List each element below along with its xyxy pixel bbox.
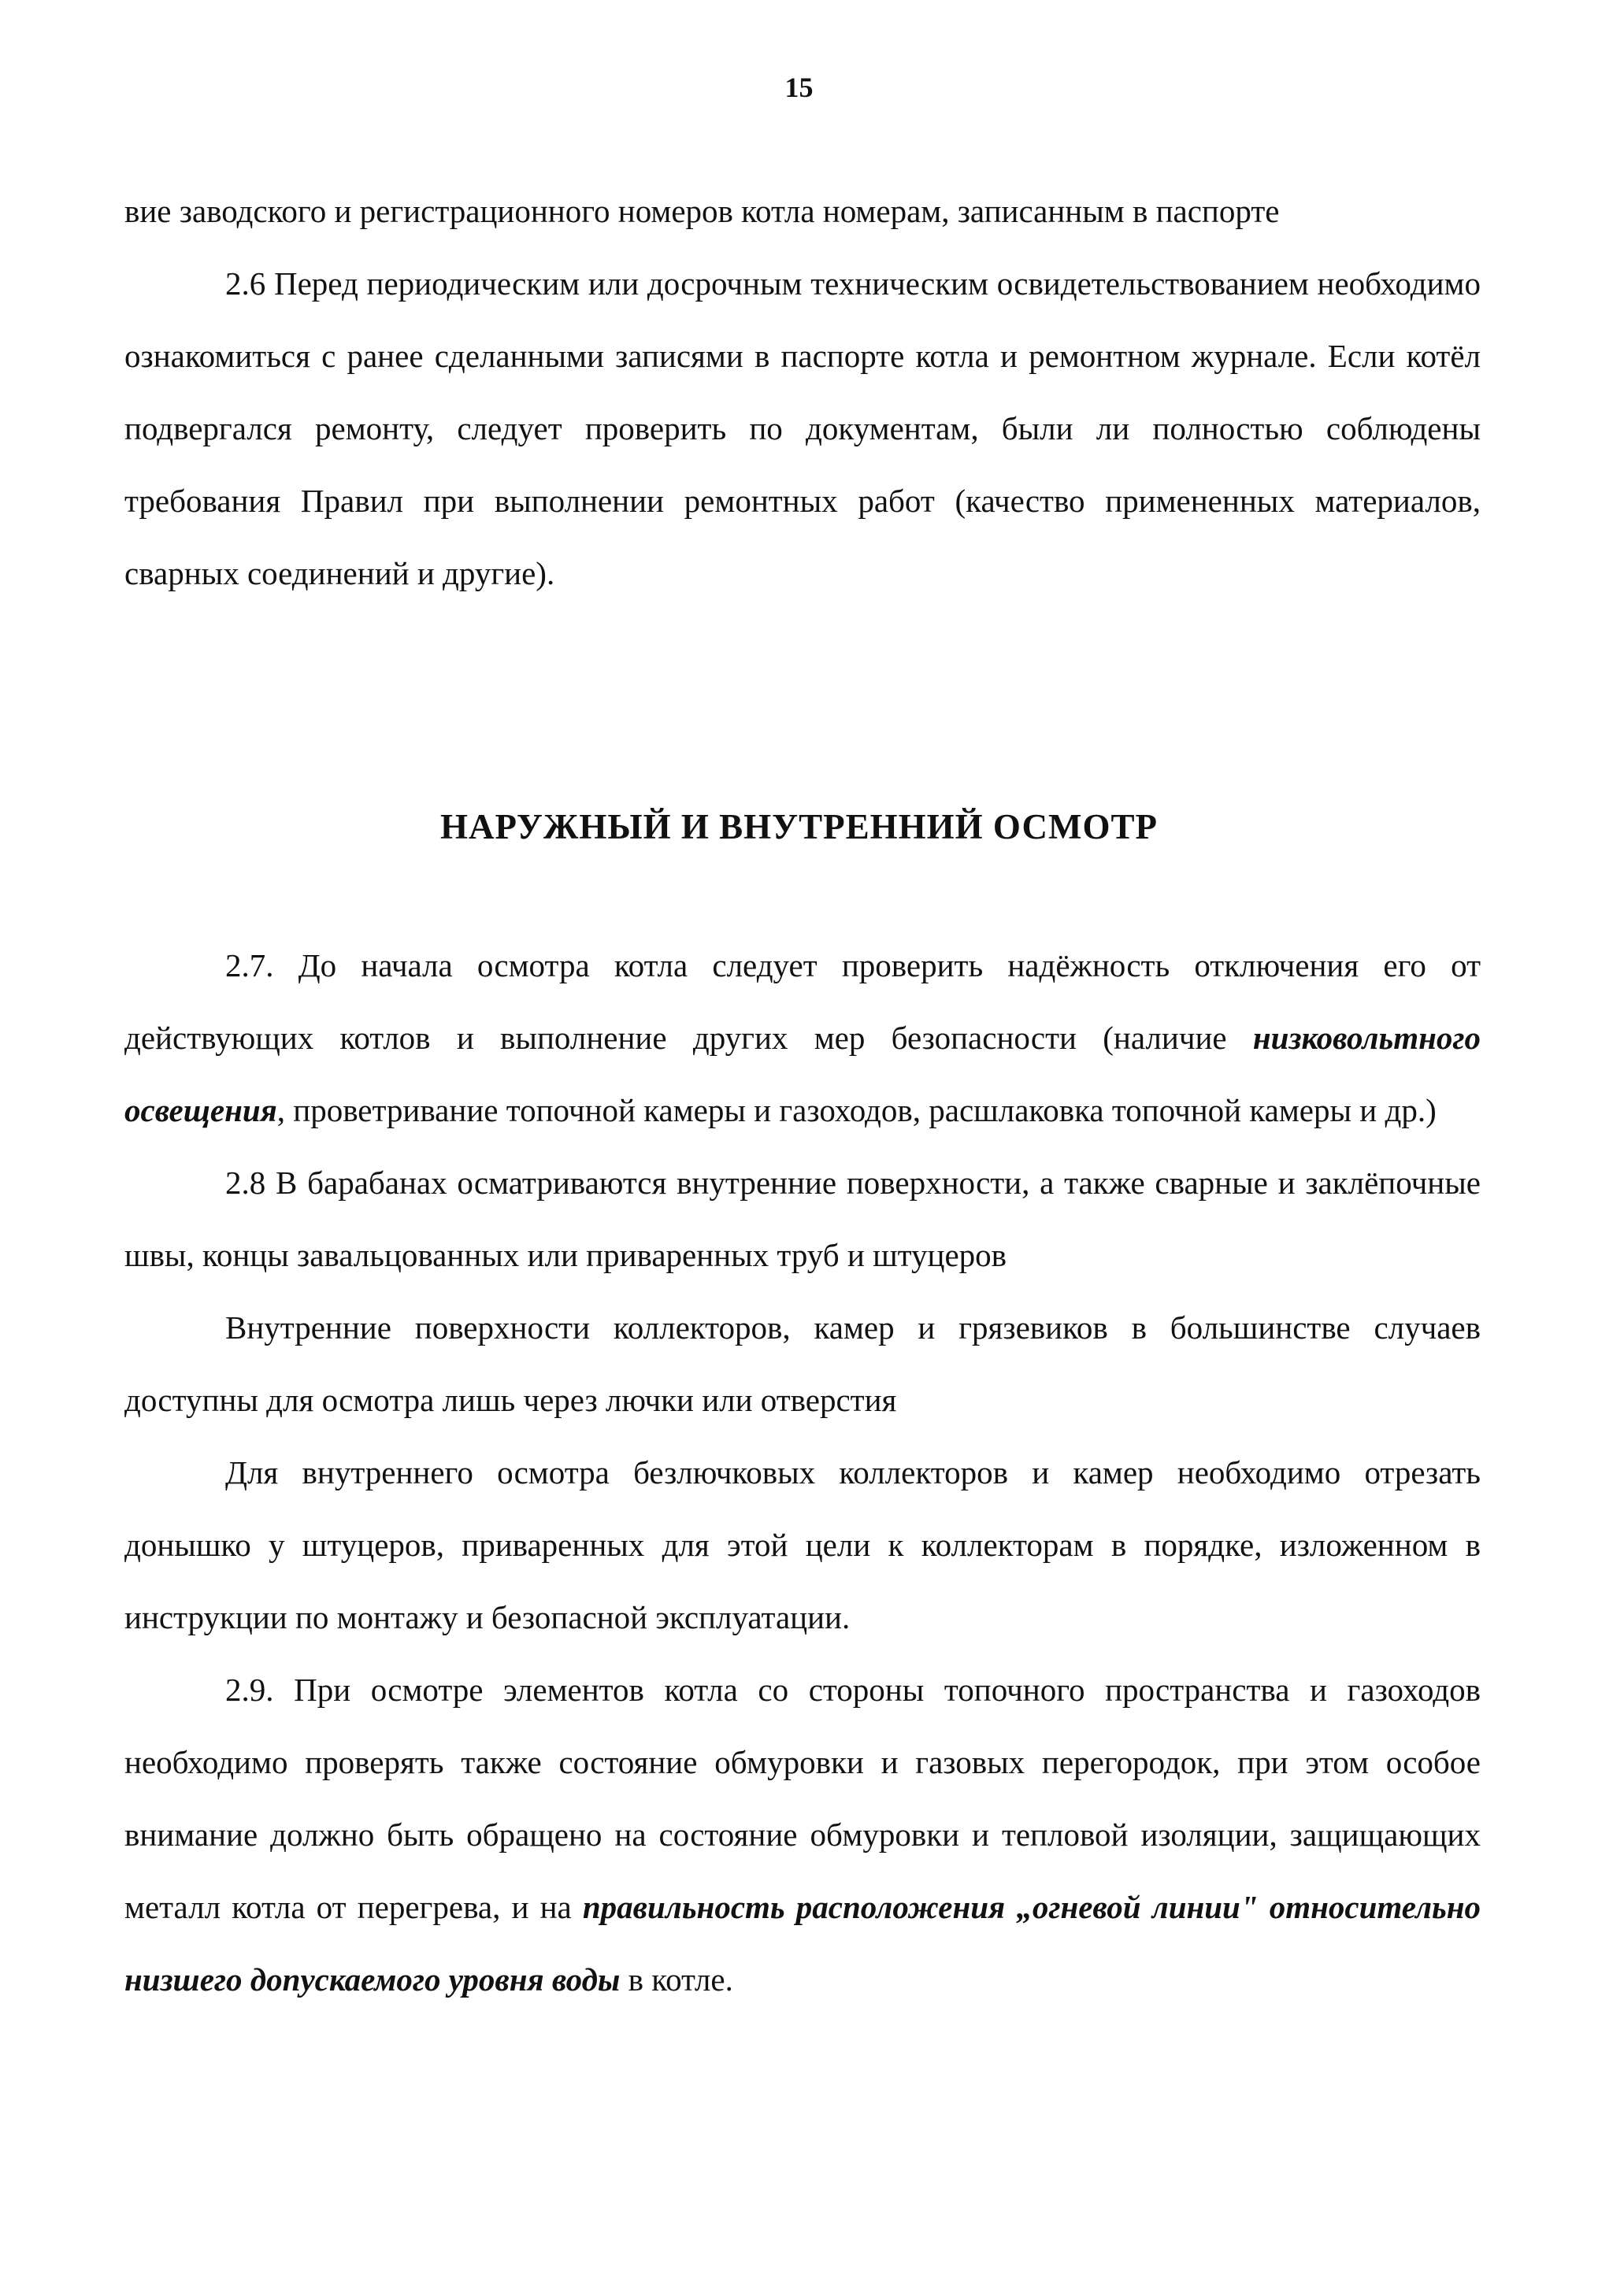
paragraph-2-9-text-start: 2.9. При осмотре элементов котла со стороны топочного пространства и газоходов необходимо проверять также состояние обмуровки и газовых перегородок, при этом особое внимание должно быть обращено на состояние обмуровки и тепловой изоляции, защищающих металл котла от перегрева, и на (124, 1672, 1481, 1925)
paragraph-internal-inspection: Для внутреннего осмотра безлючковых коллекторов и камер необходимо отрезать донышко у штуцеров, приваренных для этой цели к коллекторам в порядке, изложенном в инструкции по монтажу и безопасной эксплуатации. (124, 1454, 1481, 1635)
paragraph-2-7-emphasis: низковольтного освещения (124, 1020, 1481, 1128)
paragraph-2-9-text-end: в котле. (620, 1961, 733, 1998)
paragraph-2-7-text-start: 2.7. До начала осмотра котла следует проверить надёжность отключения его от действующих котлов и выполнение других мер безопасности (наличие (124, 947, 1481, 1056)
paragraph-2-6: 2.6 Перед периодическим или досрочным техническим освидетельствованием необходимо ознакомиться с ранее сделанными записями в паспорте котла и ремонтном журнале. Если котёл подвергался ремонту, следует проверить по документам, были ли полностью соблюдены требования Правил при выполнении ремонтных работ (качество примененных материалов, сварных соединений и другие). (124, 265, 1481, 591)
paragraph-2-8: 2.8 В барабанах осматриваются внутренние поверхности, а также сварные и заклёпочные швы, концы завальцованных или приваренных труб и штуцеров (124, 1165, 1481, 1273)
paragraph-2-7 (124, 929, 1481, 1146)
text-block-main (124, 929, 1481, 2016)
paragraph-2-7-text-end: , проветривание топочной камеры и газоходов, расшлаковка топочной камеры и др.) (276, 1092, 1437, 1128)
section-heading: НАРУЖНЫЙ И ВНУТРЕННИЙ ОСМОТР (440, 807, 1158, 846)
page-number: 15 (784, 72, 814, 103)
paragraph-2-9-emphasis: правильность расположения „огневой линии" относительно низшего допускаемого уровня воды (124, 1889, 1481, 1998)
paragraph-2-9 (124, 1653, 1481, 2016)
text-block-top (124, 175, 1481, 609)
paragraph-collectors: Внутренние поверхности коллекторов, камер и грязевиков в большинстве случаев доступны для осмотра лишь через лючки или отверстия (124, 1309, 1481, 1418)
paragraph-continuation: вие заводского и регистрационного номеров котла номерам, записанным в паспорте (124, 193, 1280, 229)
